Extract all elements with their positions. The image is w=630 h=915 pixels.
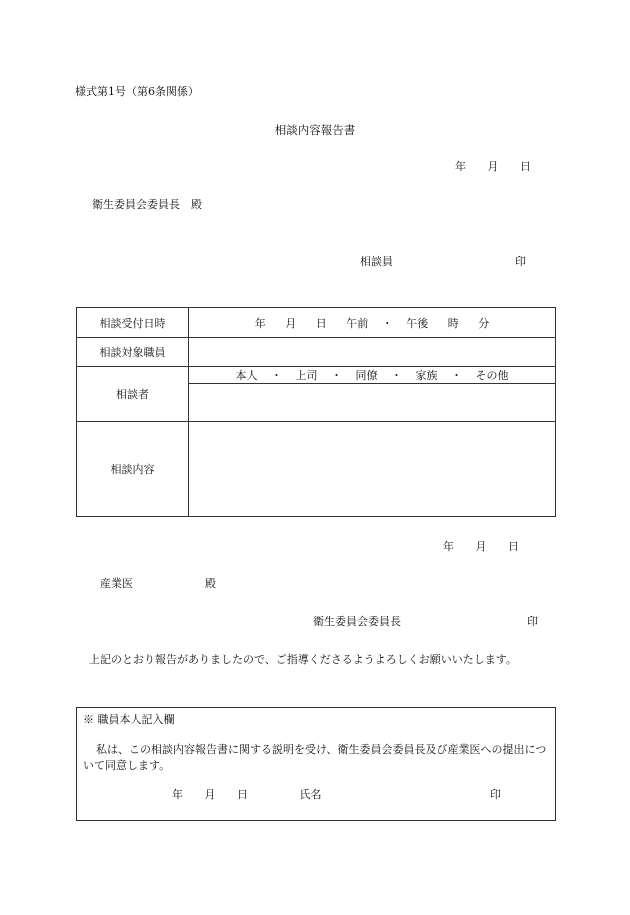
consent-title: ※ 職員本人記入欄 — [83, 713, 175, 726]
consulter-label: 相談者 — [77, 367, 189, 422]
day-label: 日 — [315, 316, 327, 330]
chair-seal: 印 — [527, 615, 538, 628]
separator: ・ — [331, 369, 342, 382]
minute-label: 分 — [478, 316, 490, 330]
option-other[interactable]: その他 — [475, 369, 509, 382]
physician-honorific: 殿 — [205, 577, 216, 590]
consent-statement: 私は、この相談内容報告書に関する説明を受け、衛生委員会委員長及び産業医への提出について同意します。 — [83, 743, 547, 772]
separator: ・ — [381, 316, 393, 330]
option-self[interactable]: 本人 — [235, 369, 258, 382]
consulter-detail-field[interactable] — [189, 384, 556, 422]
year-label: 年 — [172, 788, 183, 801]
month-label: 月 — [285, 316, 297, 330]
day-label: 日 — [520, 160, 531, 173]
consent-signature-line — [172, 789, 322, 800]
table-row — [77, 367, 556, 384]
consent-seal: 印 — [490, 788, 501, 801]
separator: ・ — [271, 369, 282, 382]
consultant-seal: 印 — [515, 255, 526, 268]
committee-chair-label: 衛生委員会委員長 — [313, 615, 401, 628]
month-label: 月 — [487, 160, 499, 173]
target-employee-label: 相談対象職員 — [77, 338, 189, 367]
forward-date — [443, 541, 519, 552]
document-title: 相談内容報告書 — [274, 123, 356, 137]
separator: ・ — [451, 369, 462, 382]
month-label: 月 — [475, 540, 487, 553]
day-label: 日 — [508, 540, 519, 553]
day-label: 日 — [237, 788, 248, 801]
name-label: 氏名 — [299, 788, 322, 801]
table-row — [77, 308, 556, 338]
month-label: 月 — [204, 788, 216, 801]
year-label: 年 — [254, 316, 266, 330]
consulter-options — [189, 367, 556, 384]
year-label: 年 — [455, 160, 466, 173]
separator: ・ — [391, 369, 402, 382]
addressee: 衛生委員会委員長 殿 — [92, 198, 202, 211]
employee-consent-box — [76, 707, 556, 821]
reception-datetime-label: 相談受付日時 — [77, 308, 189, 338]
option-family[interactable]: 家族 — [415, 369, 438, 382]
report-statement: 上記のとおり報告がありましたので、ご指導くださるようよろしくお願いいたします。 — [89, 653, 517, 666]
table-row — [77, 338, 556, 367]
physician-label: 産業医 — [100, 577, 133, 590]
consultation-table — [76, 307, 556, 517]
option-supervisor[interactable]: 上司 — [295, 369, 318, 382]
target-employee-field[interactable] — [189, 338, 556, 367]
reception-datetime-field[interactable] — [189, 308, 556, 338]
consultation-content-label: 相談内容 — [77, 422, 189, 517]
pm-option[interactable]: 午後 — [406, 316, 429, 330]
consultation-content-field[interactable] — [189, 422, 556, 517]
consultant-label: 相談員 — [360, 255, 393, 268]
am-option[interactable]: 午前 — [346, 316, 369, 330]
report-date — [455, 161, 531, 172]
option-colleague[interactable]: 同僚 — [355, 369, 378, 382]
form-number-label: 様式第1号（第6条関係） — [75, 85, 199, 98]
table-row — [77, 422, 556, 517]
year-label: 年 — [443, 540, 454, 553]
hour-label: 時 — [447, 316, 459, 330]
